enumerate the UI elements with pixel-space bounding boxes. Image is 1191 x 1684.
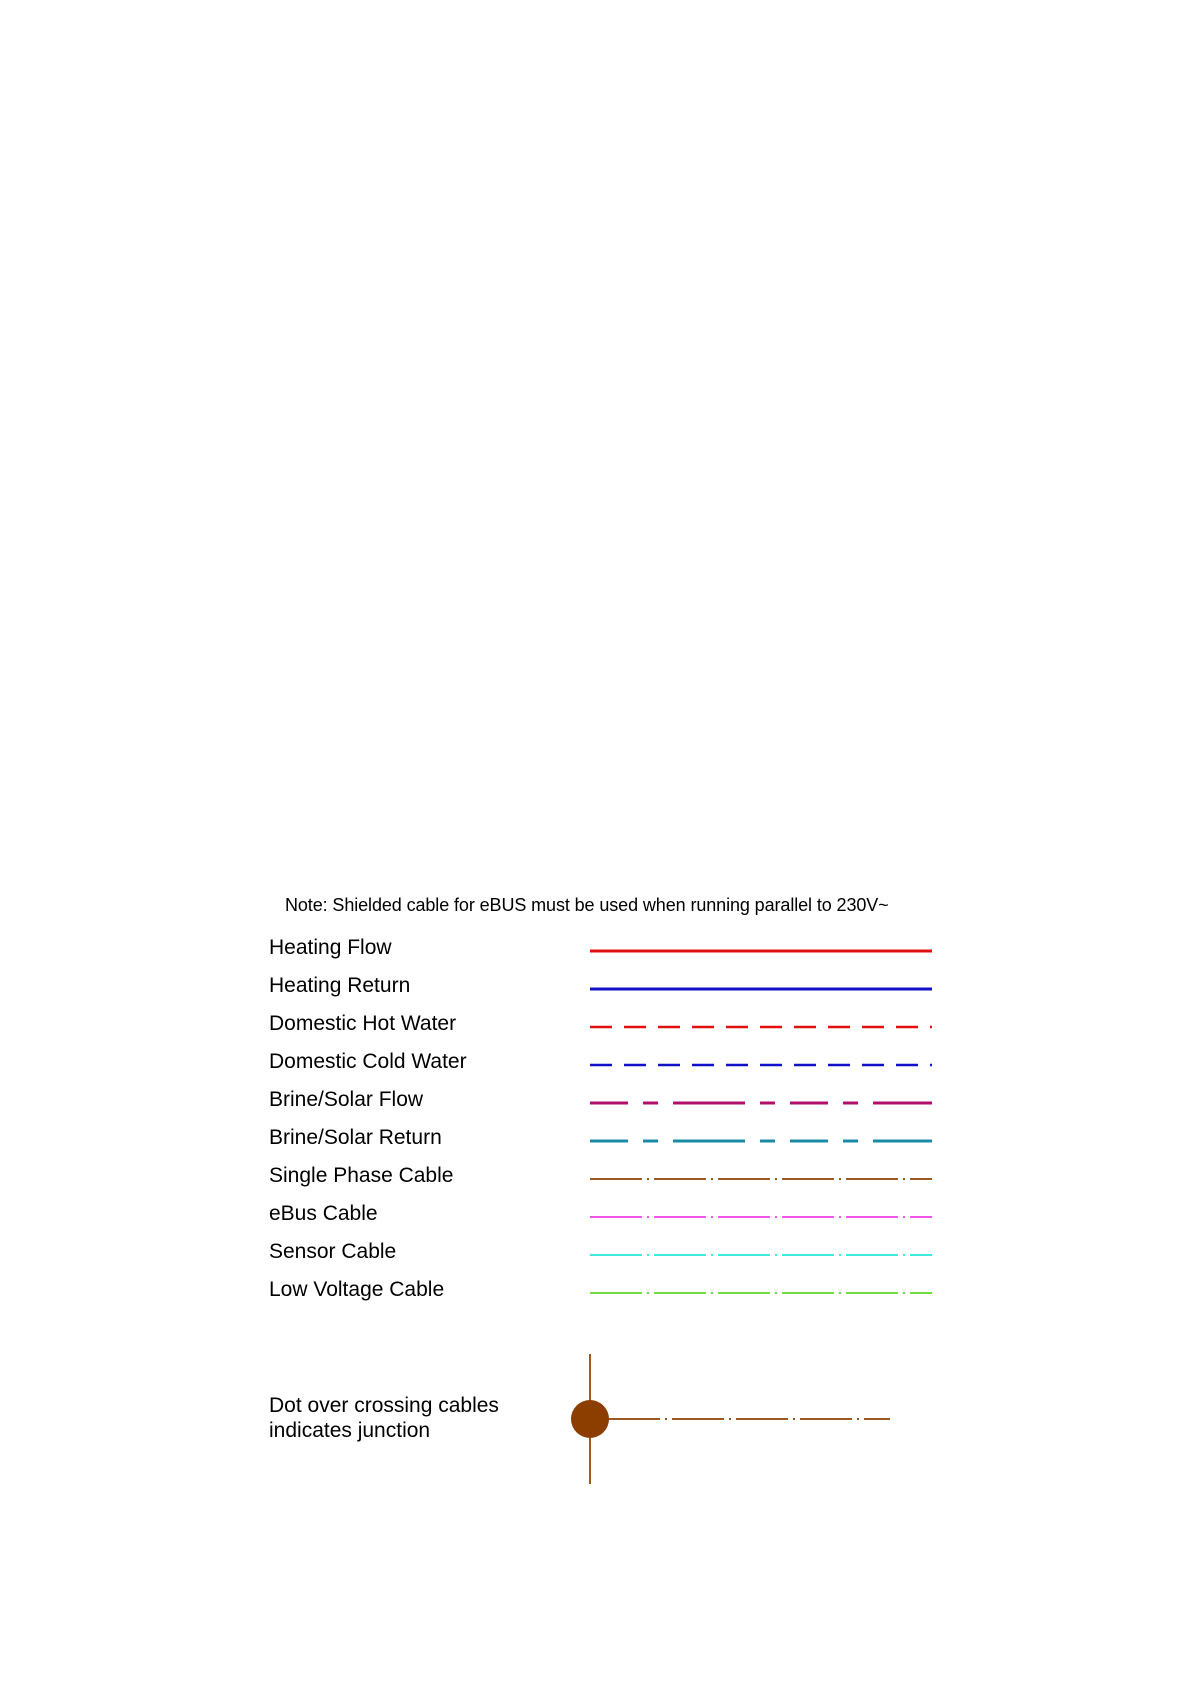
legend-label-single-phase-cable: Single Phase Cable	[269, 1164, 454, 1187]
legend-label-heating-return: Heating Return	[269, 974, 411, 997]
legend-label-sensor-cable: Sensor Cable	[269, 1240, 397, 1263]
legend-note: Note: Shielded cable for eBUS must be used when running parallel to 230V~	[285, 895, 889, 915]
junction-label-line1: Dot over crossing cables	[269, 1394, 499, 1417]
legend-label-ebus-cable: eBus Cable	[269, 1202, 378, 1225]
junction-dot	[571, 1400, 609, 1438]
legend-label-brine-solar-flow: Brine/Solar Flow	[269, 1088, 424, 1111]
junction-symbol	[571, 1354, 890, 1484]
junction-label-line2: indicates junction	[269, 1419, 431, 1442]
legend-label-low-voltage-cable: Low Voltage Cable	[269, 1278, 445, 1301]
legend-label-brine-solar-return: Brine/Solar Return	[269, 1126, 442, 1149]
legend-label-domestic-cold-water: Domestic Cold Water	[269, 1050, 467, 1073]
legend-label-heating-flow: Heating Flow	[269, 936, 392, 959]
legend-label-domestic-hot-water: Domestic Hot Water	[269, 1012, 457, 1035]
